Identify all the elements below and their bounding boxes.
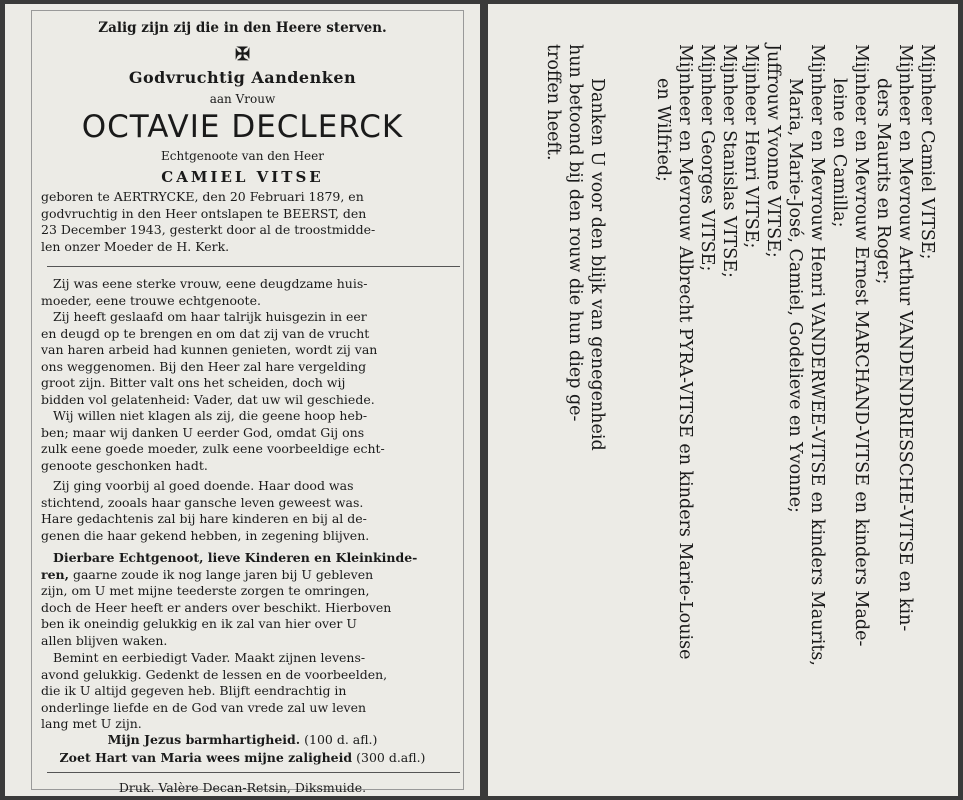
text-line: bidden vol gelatenheid: Vader, dat uw wil geschiede. [41,391,375,407]
bold-fragment: ren, [41,566,69,582]
text-line: moeder, eene trouwe echtgenoote. [41,292,261,308]
prayer-1-text: Mijn Jezus barmhartigheid. [107,732,301,747]
text-line: allen blijven waken. [41,632,168,648]
text-line: Zij heeft geslaafd om haar talrijk huisgezin in eer [53,309,367,324]
family-line: Mijnheer en Mevrouw Arthur VANDENDRIESSCHE-VITSE en kin- [895,44,915,632]
text-line: avond gelukkig. Gedenkt de lessen en de voorbeelden, [41,666,388,682]
family-line: Juffrouw Yvonne VITSE; [763,44,783,258]
text-line: en deugd op te brengen en om dat zij van de vrucht [41,325,370,341]
divider [47,772,460,773]
heading: Godvruchtig Aandenken [128,68,357,87]
text-fragment: gaarne zoude ik nog lange jaren bij U gebleven [68,566,374,582]
thanks-line: troffen heeft. [543,44,563,161]
text-line: Zij ging voorbij al goed doende. Haar dood was [53,478,354,493]
text-line: ben; maar wij danken U eerder God, omdat Gij ons [41,424,365,440]
text-line: zulk eene goede moeder, zulk eene voorbeeldige echt- [41,441,385,456]
divider [47,266,460,267]
bio-line: len onzer Moeder de H. Kerk. [41,238,230,254]
family-line: Mijnheer en Mevrouw Albrecht PYRA-VITSE en kinders Marie-Louise [675,44,695,660]
family-line: leine en Camilla; [829,78,849,228]
cross-icon: ✠ [234,44,251,65]
text-line: ons weggenomen. Bij den Heer zal hare vergelding [41,358,367,374]
paragraph-4 [41,478,466,544]
prayer-2 [5,750,480,765]
spouse-label: Echtgenoote van den Heer [161,149,324,163]
text-line: van haren arbeid had kunnen genieten, wordt zij van [41,342,378,357]
paragraph-5 [41,550,466,649]
prayer-1 [5,732,480,747]
motto: Zalig zijn zij die in den Heere sterven. [98,20,387,36]
text-line: zijn, om U met mijne teederste zorgen te omringen, [41,583,370,598]
family-line: Mijnheer Stanislas VITSE; [719,44,739,278]
family-line: Mijnheer Henri VITSE; [741,44,761,249]
prayer-2-text: Zoet Hart van Maria wees mijne zaligheid [59,750,353,765]
family-line: Mijnheer en Mevrouw Ernest MARCHAND-VITSE en kinders Made- [851,44,871,647]
text-line: genen die haar gekend hebben, in zegening blijven. [41,527,370,543]
thanks-line: hun betoond bij den rouw die hun diep ge- [565,44,585,422]
text-line: Wij willen niet klagen als zij, die geene hoop heb- [53,408,368,423]
thanks-line: Danken U voor den blijk van genegenheid [587,78,607,451]
family-line: Mijnheer en Mevrouw Henri VANDERWEE-VITSE en kinders Maurits, [807,44,827,666]
family-line: Maria, Marie-José, Camiel, Godelieve en Yvonne; [785,78,805,513]
bio-line: geboren te AERTRYCKE, den 20 Februari 1879, en [41,189,364,204]
paragraph-6 [41,650,466,733]
left-page [5,4,480,796]
family-line: en Wilfried; [653,78,673,182]
text-line: groot zijn. Bitter valt ons het scheiden, doch wij [41,375,346,390]
text-line [41,567,466,584]
text-line: lang met U zijn. [41,716,142,731]
paragraph-3 [41,408,466,474]
bio-text [41,189,461,255]
text-line: Zij was eene sterke vrouw, eene deugdzame huis- [53,276,368,291]
text-line: stichtend, zooals haar gansche leven geweest was. [41,494,364,510]
prayer-1-indulgence: (100 d. afl.) [300,732,378,747]
text-line: ben ik oneindig gelukkig en ik zal van hier over U [41,616,357,631]
family-line: Mijnheer Georges VITSE; [697,44,717,272]
paragraph-1 [41,276,466,309]
spouse-name: CAMIEL VITSE [161,168,324,186]
prayer-2-indulgence: (300 d.afl.) [352,750,426,765]
text-line: doch de Heer heeft er anders over beschikt. Hierboven [41,599,392,615]
right-page [488,4,958,796]
text-line: Bemint en eerbiedigt Vader. Maakt zijnen levens- [53,650,366,665]
bio-line: 23 December 1943, gesterkt door al de troostmidde- [41,222,376,237]
family-line: Mijnheer Camiel VITSE; [917,44,937,260]
bio-line: godvruchtig in den Heer ontslapen te BEERST, den [41,205,367,221]
deceased-name: OCTAVIE DECLERCK [81,109,404,145]
text-line: genoote geschonken hadt. [41,457,208,473]
family-text-rotated [508,44,938,764]
text-line: Dierbare Echtgenoot, lieve Kinderen en Kleinkinde- [53,550,418,565]
text-line: die ik U altijd gegeven heb. Blijft eendrachtig in [41,683,347,698]
family-line: ders Maurits en Roger; [873,78,893,285]
text-line: Hare gedachtenis zal bij hare kinderen en bij al de- [41,511,367,526]
text-line: onderlinge liefde en de God van vrede zal uw leven [41,699,367,715]
paragraph-2 [41,309,466,408]
printer-credit: Druk. Valère Decan-Retsin, Diksmuide. [118,780,367,795]
aan-vrouw: aan Vrouw [209,92,276,106]
